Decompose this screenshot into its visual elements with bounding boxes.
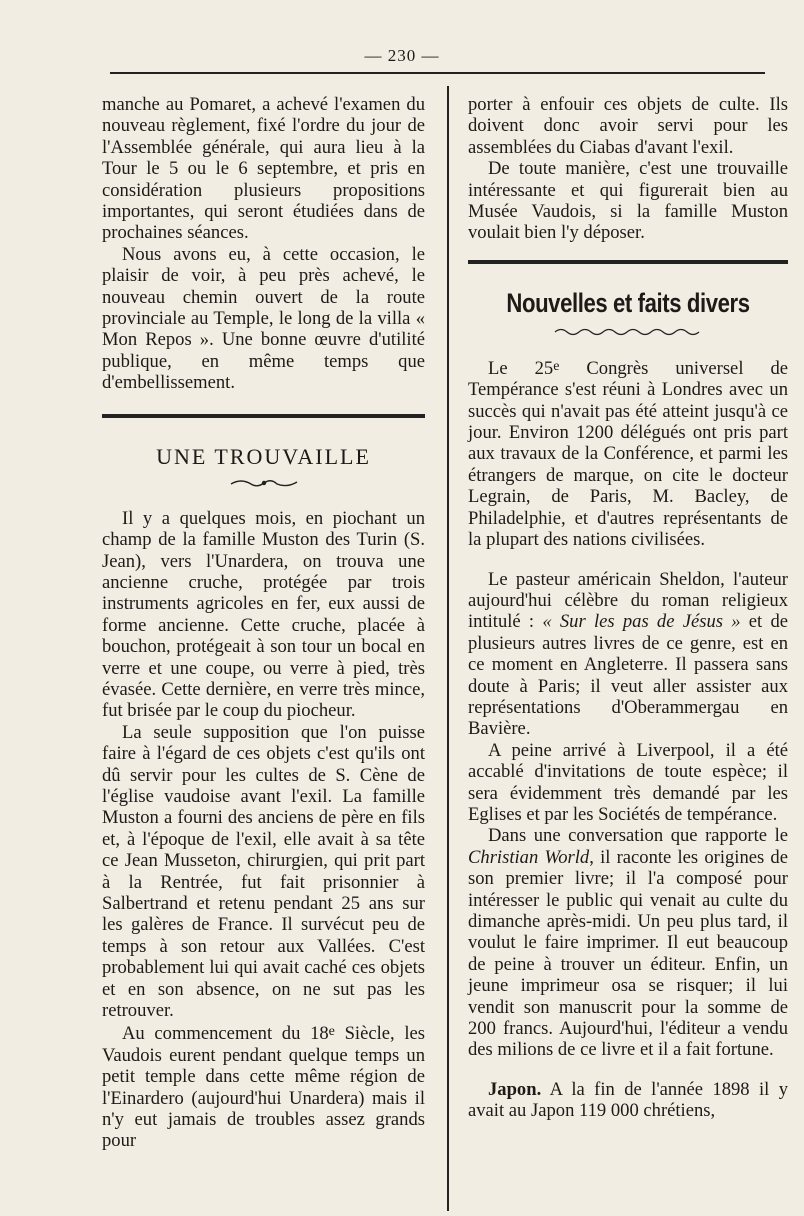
paragraph: Nous avons eu, à cette occasion, le plaisir de voir, à peu près achevé, le nouveau chemin ouvert de la route provinciale au Temple, le long de la villa « Mon Repos ». Une bonne œuvre d'utilité publique, en même temps que d'embellissement. — [102, 243, 425, 394]
page-number: — 230 — — [364, 46, 440, 65]
header-rule — [110, 72, 765, 74]
paragraph: De toute manière, c'est une trouvaille intéressante et qui figurerait bien au Musée Vaudois, si la famille Muston voulait bien l'y déposer. — [468, 158, 788, 244]
section-heading: Nouvelles et faits divers — [506, 287, 750, 318]
column-divider — [447, 86, 449, 1211]
paragraph: Il y a quelques mois, en piochant un champ de la famille Muston des Turin (S. Jean), vers l'Unardera, on trouva une ancienne cruche, protégée par trois instruments agricoles en fer, eux aussi de forme ancienne. Cette cruche, placée à bouchon, protégeait à son tour un bocal en verre et une coupe, ou verre à pied, très évasée. Cette dernière, en verre très mince, fut brisée par le coup du piocheur. — [102, 507, 425, 722]
paragraph: manche au Pomaret, a achevé l'examen du nouveau règlement, fixé l'ordre du jour de l'Assemblée générale, qui aura lieu à la Tour le 5 ou le 6 septembre, et pris en considération plusieurs propositions importantes, qui seront étudiées dans de prochaines séances. — [102, 94, 425, 244]
section-rule — [102, 414, 425, 418]
ornament-icon — [229, 476, 299, 490]
paragraph: Japon. A la fin de l'année 1898 il y avait au Japon 119 000 chrétiens, — [468, 1078, 788, 1122]
paragraph: Au commencement du 18e Siècle, les Vaudois eurent pendant quelque temps un petit temple dans cette même région de l'Einardero (aujourd'hui Unardera) mais il n'y eut jamais de troubles assez grands pour — [102, 1023, 425, 1152]
paragraph: Le pasteur américain Sheldon, l'auteur aujourd'hui célèbre du roman religieux intitulé : « Sur les pas de Jésus » et de plusieurs autres livres de ce genre, est en ce moment en Angleterre. Il passera sans doute à Paris; il veut aller assister aux représentations d'Oberammergau en Bavière. — [468, 568, 789, 740]
paragraph: La seule supposition que l'on puisse faire à l'égard de ces objets c'est qu'ils ont dû servir pour les cultes de S. Cène de l'église vaudoise avant l'exil. La famille Muston a fourni des anciens de père en fils et, à l'époque de l'exil, elle avait à sa tête ce Jean Musseton, chirurgien, qui prit part à la Rentrée, fut fait prisonnier à Salbertrand et retenu pendant 25 ans sur les galères de France. Il survécut peu de temps à son retour aux Vallées. C'est probablement lui qui avait caché ces objets et en son absence, on ne sut pas les retrouver. — [102, 721, 425, 1022]
paragraph: porter à enfouir ces objets de culte. Ils doivent donc avoir servi pour les assemblées du Ciabas d'avant l'exil. — [468, 94, 788, 158]
wave-ornament-icon — [553, 326, 703, 338]
section-rule — [468, 260, 788, 264]
left-column — [102, 94, 425, 1152]
right-column — [468, 94, 788, 1122]
paragraph: A peine arrivé à Liverpool, il a été accablé d'invitations de toute espèce; il sera évidemment très demandé par les Eglises et par les Sociétés de tempérance. — [468, 739, 788, 825]
paragraph: Le 25e Congrès universel de Tempérance s'est réuni à Londres avec un succès qui n'avait pas été atteint jusqu'à ce jour. Environ 1200 délégués ont pris part aux travaux de la Conférence, et parmi les étrangers de marque, on cite le docteur Legrain, de Paris, M. Bacley, de Philadelphie, et d'autres représentants de la plupart des nations civilisées. — [468, 357, 789, 551]
paragraph: Dans une conversation que rapporte le Christian World, il raconte les origines de son premier livre; il l'a composé pour intéresser le public qui venait au culte du dimanche après-midi. Un peu plus tard, il voulut le faire imprimer. Il eut beaucoup de peine à trouver un éditeur. Enfin, un jeune imprimeur osa se risquer; il lui vendit son manuscrit pour la somme de 200 francs. Aujourd'hui, l'éditeur a vendu des milions de ce livre et il a fait fortune. — [468, 825, 788, 1061]
section-title: UNE TROUVAILLE — [156, 443, 371, 469]
